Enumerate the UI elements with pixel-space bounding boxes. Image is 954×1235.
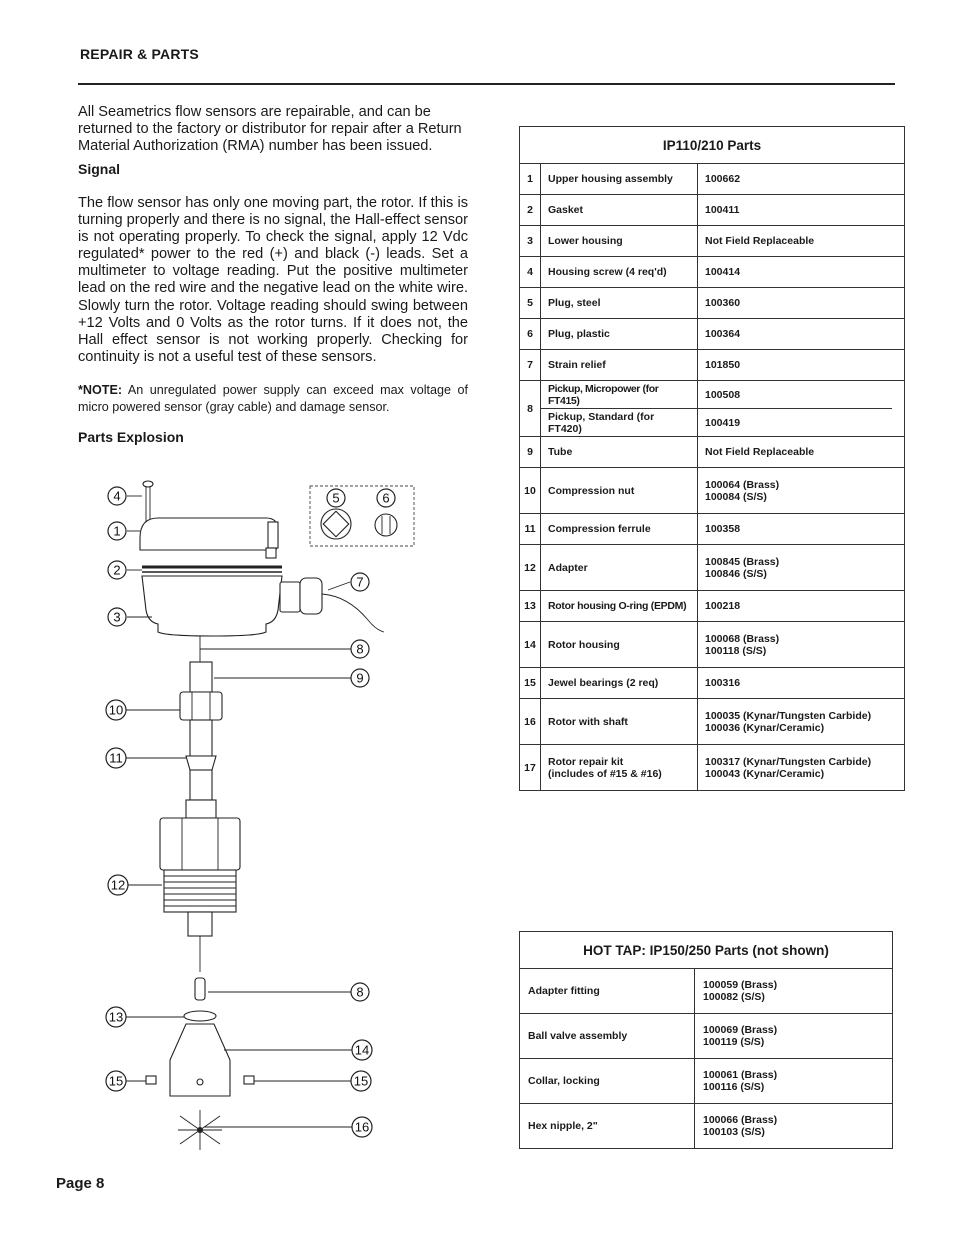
- callout-4-label: 4: [113, 488, 121, 504]
- row-num: 11: [520, 514, 541, 545]
- row-part-line1: 100066 (Brass): [703, 1114, 778, 1126]
- row-desc: Ball valve assembly: [520, 1014, 695, 1059]
- row-desc-a: Pickup, Micropower (for FT415): [548, 382, 659, 407]
- row-desc: Upper housing assembly: [541, 164, 698, 195]
- hot-tap-table-title: HOT TAP: IP150/250 Parts (not shown): [520, 932, 893, 969]
- row-desc: Rotor housing: [541, 622, 698, 668]
- row-part: [695, 1059, 893, 1104]
- callout-2: [108, 561, 126, 579]
- row-part-line1: 100061 (Brass): [703, 1069, 778, 1081]
- row-num: 14: [520, 622, 541, 668]
- ip110-210-parts-table: [519, 126, 905, 791]
- table-row: [520, 468, 905, 514]
- row-part-line1: 100317 (Kynar/Tungsten Carbide): [705, 755, 872, 768]
- callout-2-label: 2: [113, 562, 121, 578]
- o-ring-drawing: [184, 1011, 216, 1021]
- table-row: [520, 437, 905, 468]
- row-desc-b: Pickup, Standard (for FT420): [541, 408, 697, 436]
- row-part: [698, 468, 905, 514]
- row-part-line2: 100103 (S/S): [703, 1126, 765, 1138]
- table-row: [520, 622, 905, 668]
- table-row: [520, 514, 905, 545]
- table-row: [520, 1014, 893, 1059]
- callout-9-label: 9: [356, 670, 364, 686]
- table-row: [520, 745, 905, 791]
- callout-8-bottom-label: 8: [356, 984, 364, 1000]
- row-desc: Lower housing: [541, 226, 698, 257]
- row-part: 100360: [698, 288, 905, 319]
- table-row: [520, 699, 905, 745]
- callout-1: [108, 522, 126, 540]
- table-row: [520, 257, 905, 288]
- row-part: [698, 545, 905, 591]
- row-num: 13: [520, 591, 541, 622]
- callout-12-label: 12: [110, 877, 126, 893]
- row-num: 5: [520, 288, 541, 319]
- row-desc: [541, 745, 698, 791]
- row-num: 15: [520, 668, 541, 699]
- row-part-line2: 100846 (S/S): [705, 567, 767, 580]
- row-part-line1: 100845 (Brass): [705, 555, 780, 568]
- rotor-drawing: [178, 1110, 222, 1150]
- note-paragraph: [78, 382, 468, 416]
- compression-nut-drawing: [180, 692, 222, 720]
- table-row: [520, 350, 905, 381]
- note-text: An unregulated power supply can exceed max voltage of micro powered sensor (gray cable) and damage sensor.: [78, 383, 468, 414]
- jewel-bearing-left-drawing: [146, 1076, 156, 1084]
- row-desc: Adapter fitting: [520, 969, 695, 1014]
- row-part-line2: 100118 (S/S): [705, 644, 767, 657]
- row-desc: Hex nipple, 2": [520, 1104, 695, 1149]
- callout-13-label: 13: [108, 1009, 124, 1025]
- callout-10-label: 10: [108, 702, 124, 718]
- tube-drawing: [190, 662, 212, 692]
- row-part: 101850: [698, 350, 905, 381]
- row-num: 9: [520, 437, 541, 468]
- row-part: [698, 381, 905, 437]
- table-row: [520, 381, 905, 437]
- row-desc: Adapter: [541, 545, 698, 591]
- callout-8-top-label: 8: [356, 641, 364, 657]
- row-desc: Plug, plastic: [541, 319, 698, 350]
- callout-3: [108, 608, 126, 626]
- callout-14-label: 14: [354, 1042, 370, 1058]
- jewel-bearing-right-drawing: [244, 1076, 254, 1084]
- callout-10: [106, 700, 126, 720]
- note-label: *NOTE:: [78, 383, 123, 397]
- row-desc: Tube: [541, 437, 698, 468]
- row-part-b: 100419: [698, 408, 892, 436]
- row-part: [695, 969, 893, 1014]
- page-number: Page 8: [56, 1175, 105, 1192]
- row-desc-line2: (includes of #15 & #16): [548, 767, 662, 780]
- row-part-line2: 100082 (S/S): [703, 991, 765, 1003]
- row-num: 2: [520, 195, 541, 226]
- callout-9: [351, 669, 369, 687]
- row-desc: Rotor housing O-ring (EPDM): [541, 591, 698, 622]
- header-divider: [78, 83, 895, 85]
- table-row: [520, 1059, 893, 1104]
- row-num: 3: [520, 226, 541, 257]
- table-row: [520, 195, 905, 226]
- callout-7: [351, 573, 369, 591]
- row-part: 100316: [698, 668, 905, 699]
- row-part-line1: 100035 (Kynar/Tungsten Carbide): [705, 709, 872, 722]
- intro-paragraph: All Seametrics flow sensors are repairable, and can be returned to the factory or distributor for repair after a Return Material Authorization (RMA) number has been issued.: [78, 104, 462, 155]
- row-desc-line1: Rotor repair kit: [548, 755, 624, 768]
- callout-11-label: 11: [109, 750, 123, 766]
- section-header: REPAIR & PARTS: [80, 46, 199, 62]
- ferrule-drawing: [186, 756, 216, 770]
- plug-plastic-drawing: [375, 514, 397, 536]
- hot-tap-parts-table: [519, 931, 893, 1149]
- row-desc: Compression ferrule: [541, 514, 698, 545]
- row-num: 12: [520, 545, 541, 591]
- row-part: [695, 1014, 893, 1059]
- callout-5: [327, 489, 345, 507]
- row-part: [698, 745, 905, 791]
- callout-14: [352, 1040, 372, 1060]
- row-part: Not Field Replaceable: [698, 226, 905, 257]
- row-part: [698, 699, 905, 745]
- row-part-line2: 100043 (Kynar/Ceramic): [705, 767, 825, 780]
- callout-6-label: 6: [382, 490, 390, 506]
- row-num: 4: [520, 257, 541, 288]
- row-desc: Housing screw (4 req'd): [541, 257, 698, 288]
- callout-8-bottom: [351, 983, 369, 1001]
- lower-housing-drawing: [142, 576, 282, 636]
- parts-explosion-heading: Parts Explosion: [78, 429, 184, 445]
- row-num: 16: [520, 699, 541, 745]
- row-num: 1: [520, 164, 541, 195]
- callout-12: [108, 875, 128, 895]
- row-part: [695, 1104, 893, 1149]
- callout-11: [106, 748, 126, 768]
- row-num: 10: [520, 468, 541, 514]
- adapter-drawing: [186, 800, 216, 818]
- callout-7-label: 7: [356, 574, 364, 590]
- row-part-line1: 100068 (Brass): [705, 632, 780, 645]
- row-part: [698, 622, 905, 668]
- row-part: 100414: [698, 257, 905, 288]
- table-row: [520, 226, 905, 257]
- row-part-line1: 100064 (Brass): [705, 478, 780, 491]
- callout-1-label: 1: [113, 523, 121, 539]
- signal-paragraph: The flow sensor has only one moving part, the rotor. If this is turning properly and there is no signal, the Hall-effect sensor is not operating properly. To check the signal, apply 12 Vdc regulated* power to the red (+) and black (-) leads. Set a multimeter to voltage reading. Put the positive multimeter lead on the red wire and the negative lead on the white wire. Slowly turn the rotor. Voltage reading should swing between +12 Volts and 0 Volts as the rotor turns. If it does not, the Hall effect sensor is not working properly. Checking for continuity is not a useful test of these sensors.: [78, 195, 468, 365]
- parts-explosion-diagram: [98, 470, 428, 1150]
- callout-15-left-label: 15: [108, 1073, 124, 1089]
- row-num: 7: [520, 350, 541, 381]
- callout-16: [352, 1117, 372, 1137]
- signal-heading: Signal: [78, 161, 121, 177]
- row-desc: [541, 381, 698, 437]
- callout-3-label: 3: [113, 609, 121, 625]
- row-desc: Strain relief: [541, 350, 698, 381]
- callout-8-top: [351, 640, 369, 658]
- row-part-line1: 100059 (Brass): [703, 979, 778, 991]
- callout-13: [106, 1007, 126, 1027]
- row-num: 17: [520, 745, 541, 791]
- row-part-line2: 100084 (S/S): [705, 490, 767, 503]
- row-desc: Plug, steel: [541, 288, 698, 319]
- row-desc: Jewel bearings (2 req): [541, 668, 698, 699]
- row-part: 100662: [698, 164, 905, 195]
- table-row: [520, 969, 893, 1014]
- row-desc: Gasket: [541, 195, 698, 226]
- callout-15-right-label: 15: [353, 1073, 369, 1089]
- table-row: [520, 545, 905, 591]
- table-row: [520, 591, 905, 622]
- row-part: 100364: [698, 319, 905, 350]
- callout-15-right: [351, 1071, 371, 1091]
- row-part-line2: 100036 (Kynar/Ceramic): [705, 721, 825, 734]
- row-part: 100218: [698, 591, 905, 622]
- upper-housing-drawing: [140, 518, 278, 550]
- row-part: 100411: [698, 195, 905, 226]
- table-row: [520, 1104, 893, 1149]
- callout-5-label: 5: [332, 490, 340, 506]
- table-row: [520, 668, 905, 699]
- row-num: 8: [520, 381, 541, 437]
- row-part: 100358: [698, 514, 905, 545]
- callout-16-label: 16: [354, 1119, 370, 1135]
- callout-6: [377, 489, 395, 507]
- callout-4: [108, 487, 126, 505]
- row-part: Not Field Replaceable: [698, 437, 905, 468]
- ip-table-title: IP110/210 Parts: [520, 127, 905, 164]
- row-desc: Compression nut: [541, 468, 698, 514]
- table-row: [520, 288, 905, 319]
- row-part-line2: 100119 (S/S): [703, 1036, 765, 1048]
- table-row: [520, 319, 905, 350]
- row-num: 6: [520, 319, 541, 350]
- callout-15-left: [106, 1071, 126, 1091]
- row-desc: Rotor with shaft: [541, 699, 698, 745]
- table-row: [520, 164, 905, 195]
- row-part-a: 100508: [705, 388, 741, 401]
- pickup-drawing: [195, 978, 205, 1000]
- row-part-line1: 100069 (Brass): [703, 1024, 778, 1036]
- row-part-line2: 100116 (S/S): [703, 1081, 765, 1093]
- row-desc: Collar, locking: [520, 1059, 695, 1104]
